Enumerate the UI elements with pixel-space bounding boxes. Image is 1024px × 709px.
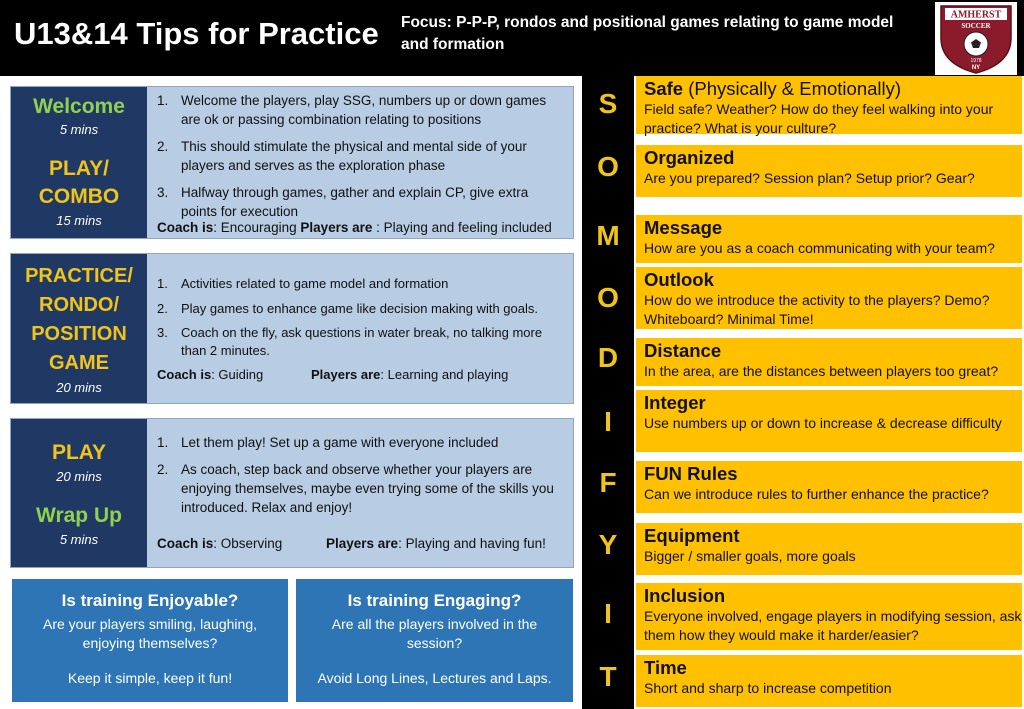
practice-panel — [10, 253, 574, 404]
play-panel — [10, 418, 574, 568]
somodify-row-equipment — [636, 523, 1022, 575]
logo-text-year: 1978 — [970, 58, 982, 64]
letter-i: I — [604, 598, 612, 629]
welcome-heading: Welcome — [33, 95, 125, 118]
row-title: Integer — [644, 392, 706, 413]
list-item: 1. Welcome the players, play SSG, numbers up or down games are ok or passing combination relating to positions — [157, 93, 547, 127]
letter-t: T — [599, 661, 617, 692]
row-description: Bigger / smaller goals, more goals — [644, 548, 856, 564]
amherst-soccer-logo — [935, 2, 1017, 75]
engaging-title: Is training Engaging? — [347, 591, 522, 610]
row-description: In the area, are the distances between players too great? — [644, 363, 999, 379]
play-duration: 20 mins — [56, 469, 102, 484]
letter-y: Y — [598, 529, 618, 560]
row-title-sub: (Physically & Emotionally) — [683, 78, 902, 99]
letter-d: D — [597, 342, 619, 373]
enjoyable-box — [12, 579, 288, 702]
letter-f: F — [599, 467, 617, 498]
list-item: 2. Play games to enhance game like decision making with goals. — [157, 301, 538, 316]
header-bar — [0, 0, 1024, 76]
logo-text-state: NY — [971, 65, 981, 71]
practice-duration: 20 mins — [56, 380, 102, 395]
list-item: 2. This should stimulate the physical and mental side of your players and serves as the exploration phase — [157, 139, 527, 173]
row-title: FUN Rules — [644, 463, 738, 484]
logo-text-middle: SOCCER — [961, 22, 991, 30]
engaging-question: Are all the players involved in the session? — [331, 616, 538, 651]
practice-panel-label — [11, 254, 147, 403]
play-panel-label — [11, 419, 147, 567]
letter-m: M — [596, 220, 620, 251]
row-title: Outlook — [644, 269, 714, 290]
page-title: U13&14 Tips for Practice — [14, 16, 379, 51]
row-description: Are you prepared? Session plan? Setup prior? Gear? — [644, 170, 975, 186]
list-item: 3. Halfway through games, gather and explain CP, give extra points for execution — [157, 185, 529, 219]
position-heading: POSITION — [31, 323, 127, 345]
row-description: Field safe? Weather? How do they feel walking into your practice? What is your culture? — [644, 101, 994, 136]
game-heading: GAME — [49, 352, 109, 374]
list-item: 1. Let them play! Set up a game with everyone included — [157, 435, 499, 450]
play-heading: PLAY — [51, 441, 107, 464]
players-role-line: Players are: Learning and playing — [311, 367, 509, 382]
somodify-row-inclusion — [636, 583, 1022, 650]
enjoyable-title: Is training Enjoyable? — [61, 591, 239, 610]
welcome-panel-label — [11, 87, 147, 238]
letter-i: I — [604, 406, 612, 437]
letter-o: O — [597, 282, 619, 313]
somodify-row-safe — [636, 76, 1022, 134]
somodify-row-organized — [636, 145, 1022, 197]
row-description: Short and sharp to increase competition — [644, 680, 892, 696]
focus-text: Focus: P-P-P, rondos and positional games relating to game model and formation — [401, 14, 894, 53]
wrap-up-duration: 5 mins — [59, 532, 99, 547]
somodify-row-outlook — [636, 267, 1022, 329]
players-role-line: Players are: Playing and having fun! — [326, 536, 546, 551]
coach-role-line: Coach is: Guiding — [157, 367, 264, 382]
row-description: Everyone involved, engage players in modifying session, ask them how they would make it harder/easier? — [644, 608, 1022, 643]
row-title: Time — [644, 657, 687, 678]
row-title: Organized — [644, 147, 735, 168]
combo-heading: COMBO — [38, 185, 120, 208]
row-title: Inclusion — [644, 585, 726, 606]
welcome-panel — [10, 86, 574, 239]
letter-s: S — [598, 88, 618, 119]
logo-text-top: AMHERST — [950, 9, 1002, 21]
coach-role-line: Coach is: Observing — [157, 536, 283, 551]
somodify-row-time — [636, 655, 1022, 707]
coach-role-line: Coach is: Encouraging Players are : Playing and feeling included — [157, 220, 552, 235]
row-title: Equipment — [644, 525, 740, 546]
practice-heading: PRACTICE/ — [25, 265, 133, 287]
somodify-letter-column — [582, 76, 634, 709]
list-item: 2. As coach, step back and observe whether your players are enjoying themselves, maybe even trying some of the skills you introduced. Relax and enjoy! — [157, 462, 554, 515]
row-description: Use numbers up or down to increase & decrease difficulty — [644, 415, 1002, 431]
enjoyable-question: Are your players smiling, laughing, enjoying themselves? — [43, 616, 257, 651]
combo-duration: 15 mins — [56, 213, 102, 228]
play-heading: PLAY/ — [49, 157, 109, 180]
enjoyable-tip: Keep it simple, keep it fun! — [67, 670, 233, 686]
somodify-row-distance — [636, 338, 1022, 386]
row-description: Can we introduce rules to further enhance the practice? — [644, 486, 989, 502]
welcome-duration: 5 mins — [59, 122, 99, 137]
list-item: 3. Coach on the fly, ask questions in water break, no talking more than 2 minutes. — [157, 325, 543, 358]
wrap-up-heading: Wrap Up — [36, 504, 122, 527]
row-title: Safe — [644, 78, 684, 99]
row-description: How do we introduce the activity to the players? Demo? Whiteboard? Minimal Time! — [644, 292, 990, 327]
somodify-row-integer — [636, 390, 1022, 452]
engaging-tip: Avoid Long Lines, Lectures and Laps. — [317, 670, 552, 686]
row-title: Message — [644, 217, 723, 238]
letter-o: O — [597, 151, 619, 182]
list-item: 1. Activities related to game model and formation — [157, 276, 449, 291]
row-description: How are you as a coach communicating with your team? — [644, 240, 995, 256]
somodify-row-fun-rules — [636, 461, 1022, 513]
somodify-row-message — [636, 215, 1022, 263]
engaging-box — [296, 579, 573, 702]
row-title: Distance — [644, 340, 722, 361]
rondo-heading: RONDO/ — [39, 294, 119, 316]
